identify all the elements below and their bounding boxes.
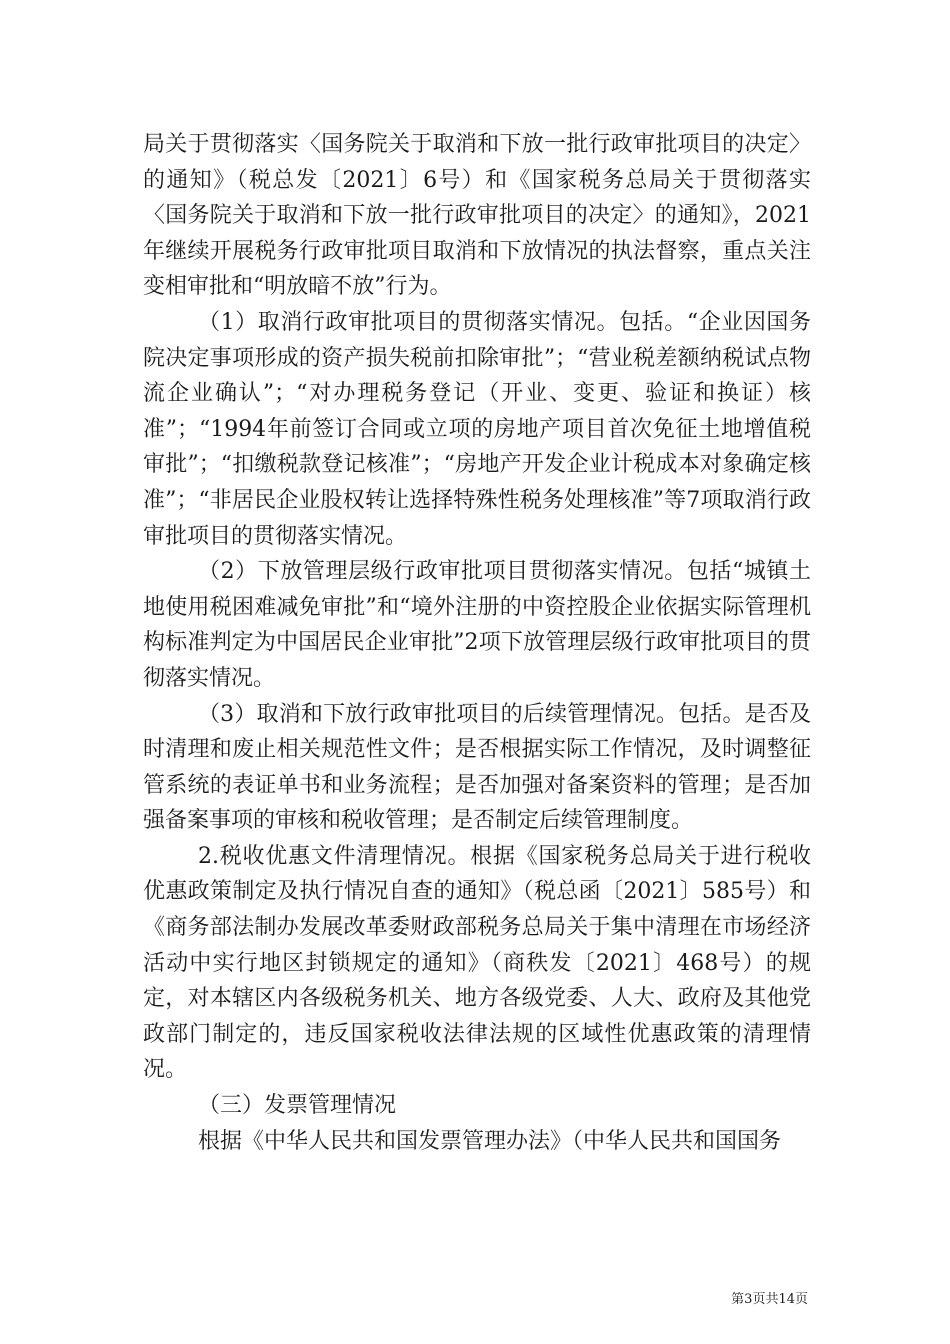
document-body [143,127,811,1159]
paragraph-5: 2.税收优惠文件清理情况。根据《国家税务总局关于进行税收优惠政策制定及执行情况自查的通知》（税总函〔2021〕585号）和《商务部法制办发展改革委财政部税务总局关于集中清理在市场经济活动中实行地区封锁规定的通知》（商秩发〔2021〕468号）的规定，对本辖区内各级税务机关、地方各级党委、人大、政府及其他党政部门制定的，违反国家税收法律法规的区域性优惠政策的清理情况。 [143,843,811,1083]
paragraph-4: （3）取消和下放行政审批项目的后续管理情况。包括。是否及时清理和废止相关规范性文件；是否根据实际工作情况，及时调整征管系统的表证单书和业务流程；是否加强对备案资料的管理；是否加强备案事项的审核和税收管理；是否制定后续管理制度。 [143,701,811,834]
page-number: 第3页共14页 [731,1292,808,1307]
paragraph-2: （1）取消行政审批项目的贯彻落实情况。包括。“企业因国务院决定事项形成的资产损失税前扣除审批”；“营业税差额纳税试点物流企业确认”；“对办理税务登记（开业、变更、验证和换证）核准”；“1994年前签订合同或立项的房地产项目首次免征土地增值税审批”；“扣缴税款登记核准”；“房地产开发企业计税成本对象确定核准”；“非居民企业股权转让选择特殊性税务处理核准”等7项取消行政审批项目的贯彻落实情况。 [143,309,811,549]
paragraph-7: 根据《中华人民共和国发票管理办法》（中华人民共和国国务 [198,1128,782,1154]
section-heading: （三）发票管理情况 [198,1093,397,1119]
paragraph-1: 局关于贯彻落实〈国务院关于取消和下放一批行政审批项目的决定〉的通知》（税总发〔2021〕6号）和《国家税务总局关于贯彻落实〈国务院关于取消和下放一批行政审批项目的决定〉的通知》，2021年继续开展税务行政审批项目取消和下放情况的执法督察，重点关注变相审批和“明放暗不放”行为。 [143,132,811,300]
paragraph-3: （2）下放管理层级行政审批项目贯彻落实情况。包括“城镇土地使用税困难减免审批”和“境外注册的中资控股企业依据实际管理机构标准判定为中国居民企业审批”2项下放管理层级行政审批项目的贯彻落实情况。 [143,559,811,691]
